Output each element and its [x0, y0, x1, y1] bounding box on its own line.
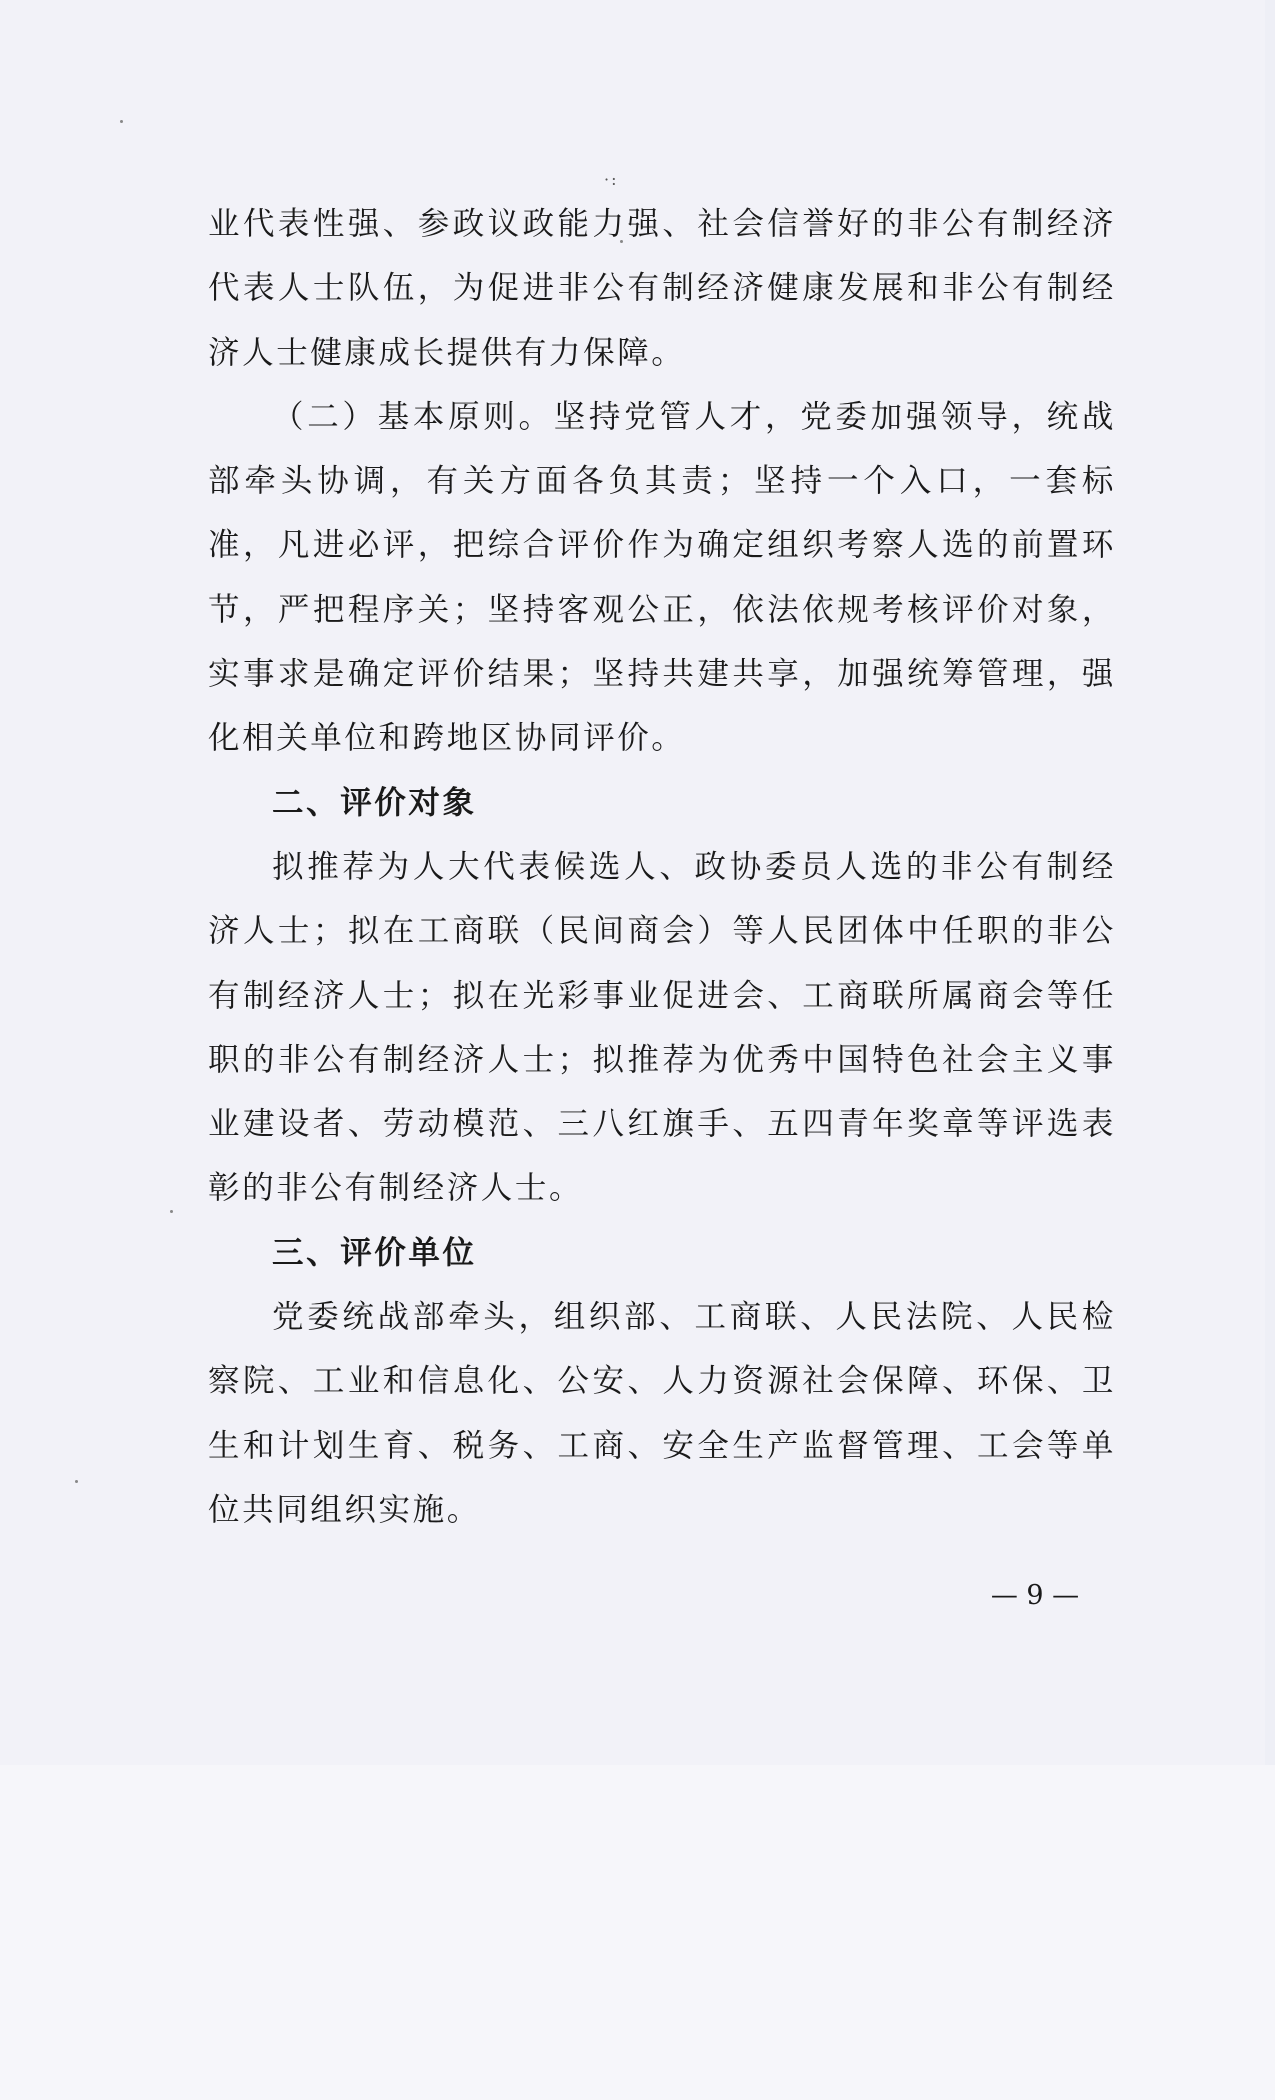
scan-artifact: ·:	[604, 170, 619, 189]
paragraph-basic-principles: （二）基本原则。坚持党管人才，党委加强领导，统战部牵头协调，有关方面各负其责；坚持一个入口，一套标准，凡进必评，把综合评价作为确定组织考察人选的前置环节，严把程序关；坚持客观公正，依法依规考核评价对象，实事求是确定评价结果；坚持共建共享，加强统筹管理，强化相关单位和跨地区协同评价。	[208, 398, 1116, 757]
section-heading-evaluation-targets: 二、评价对象	[272, 784, 477, 821]
scan-speck	[170, 1210, 173, 1213]
section-heading-evaluation-units: 三、评价单位	[272, 1234, 477, 1271]
paragraph-evaluation-targets: 拟推荐为人大代表候选人、政协委员人选的非公有制经济人士；拟在工商联（民间商会）等人民团体中任职的非公有制经济人士；拟在光彩事业促进会、工商联所属商会等任职的非公有制经济人士；拟推荐为优秀中国特色社会主义事业建设者、劳动模范、三八红旗手、五四青年奖章等评选表彰的非公有制经济人士。	[208, 848, 1116, 1207]
scan-speck	[120, 120, 123, 123]
scan-speck	[75, 1480, 78, 1483]
paragraph-intro-continuation: 业代表性强、参政议政能力强、社会信誉好的非公有制经济代表人士队伍，为促进非公有制经济健康发展和非公有制经济人士健康成长提供有力保障。	[208, 206, 1116, 371]
page-margin-strip	[0, 1765, 1275, 2100]
paragraph-evaluation-units: 党委统战部牵头，组织部、工商联、人民法院、人民检察院、工业和信息化、公安、人力资源社会保障、环保、卫生和计划生育、税务、工商、安全生产监督管理、工会等单位共同组织实施。	[208, 1299, 1116, 1528]
document-body	[208, 192, 1116, 1542]
page-number: — 9 —	[990, 1580, 1080, 1611]
